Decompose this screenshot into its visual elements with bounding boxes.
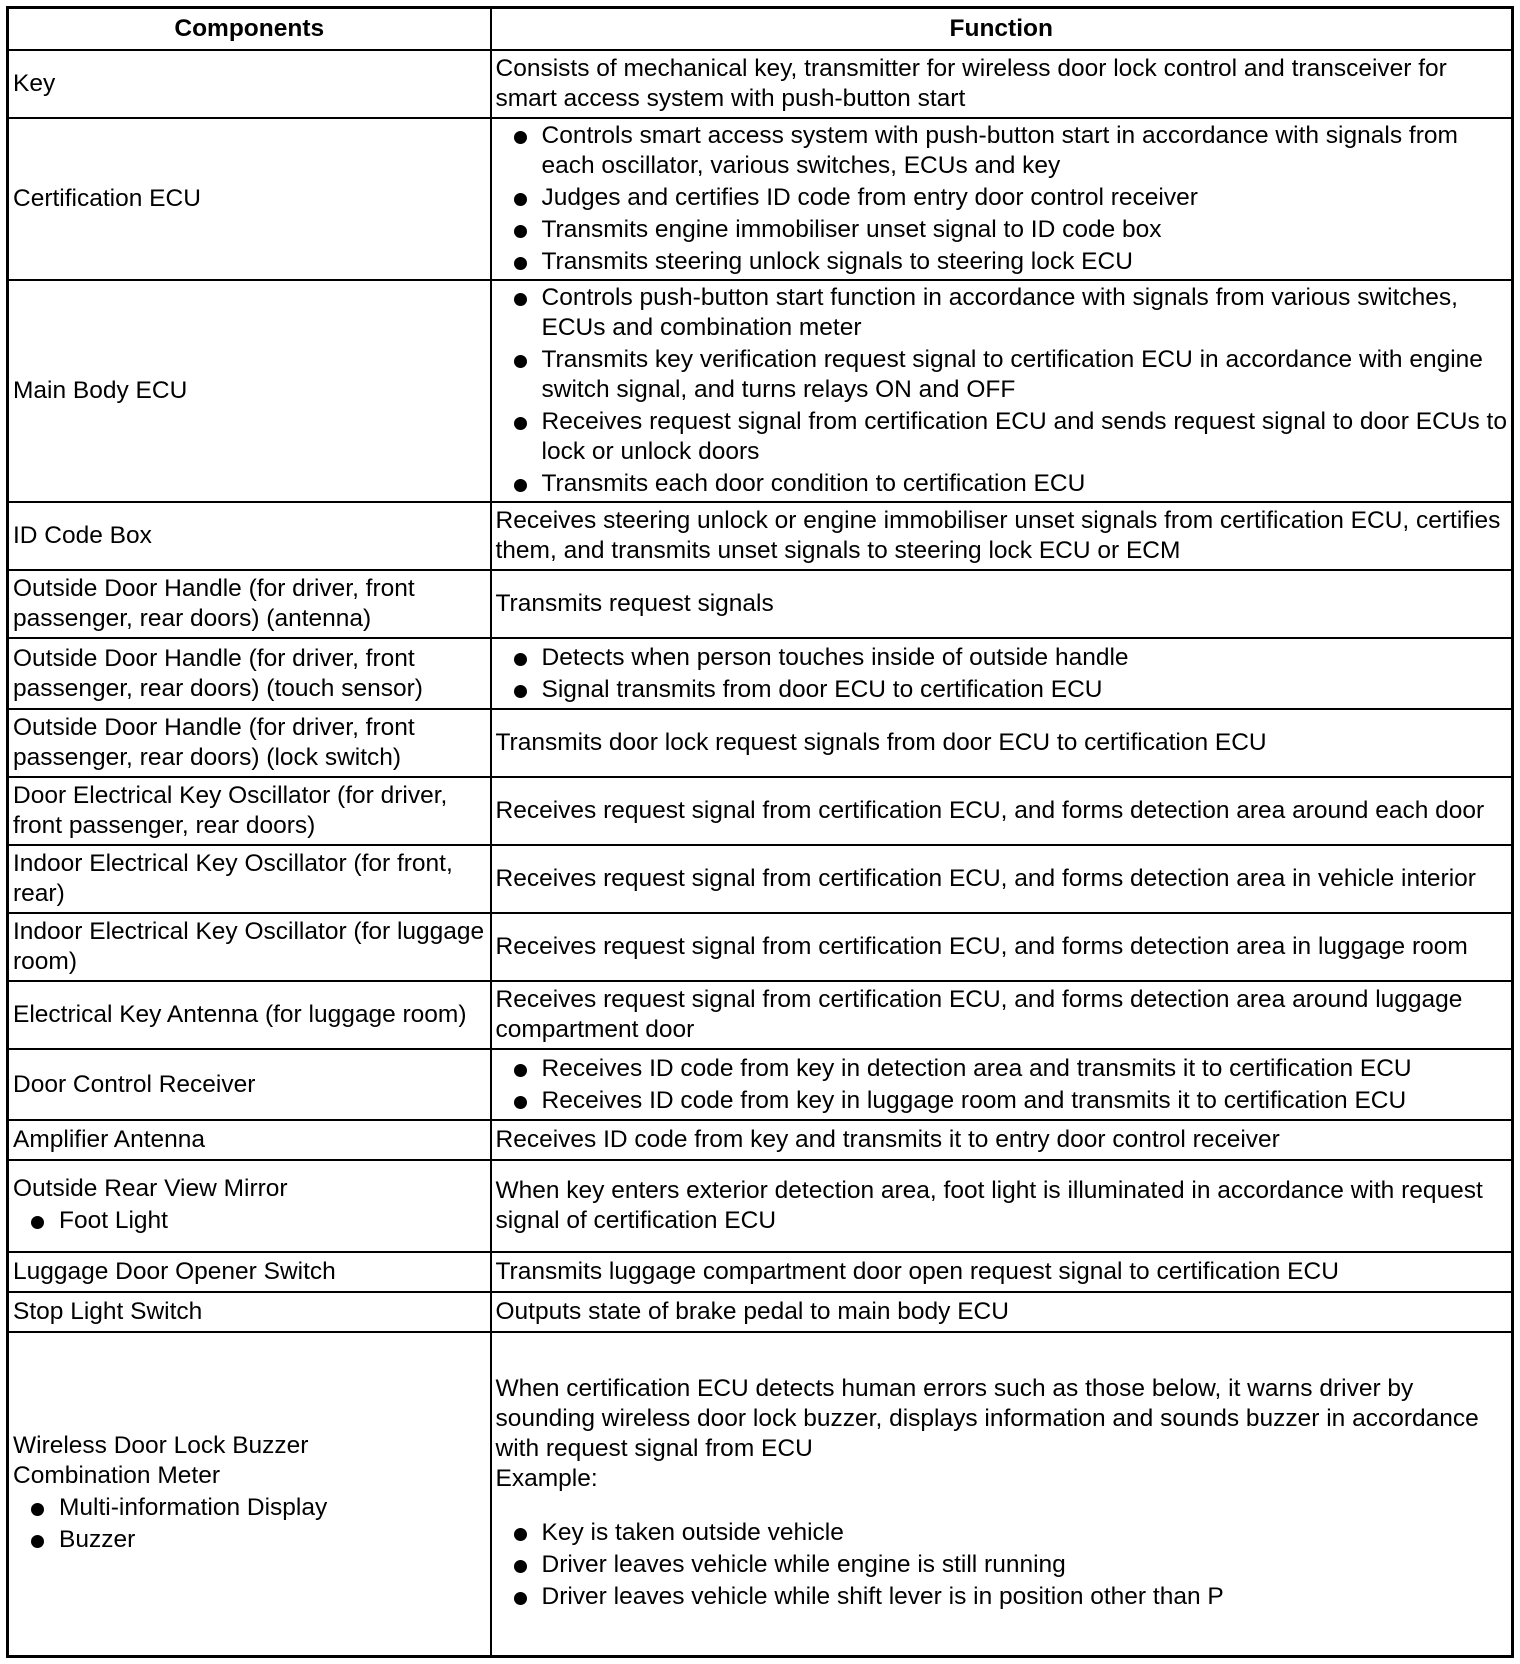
components-function-table — [6, 6, 1514, 1658]
component-cell: Luggage Door Opener Switch — [8, 1252, 491, 1292]
function-cell: Outputs state of brake pedal to main body ECU — [491, 1292, 1513, 1332]
bullet-item: Driver leaves vehicle while engine is still running — [496, 1550, 1508, 1580]
function-cell: When key enters exterior detection area, foot light is illuminated in accordance with request signal of certification ECU — [491, 1160, 1513, 1252]
table-row — [8, 981, 1513, 1049]
table-row — [8, 845, 1513, 913]
bullet-item: Judges and certifies ID code from entry door control receiver — [496, 183, 1508, 213]
table-row — [8, 50, 1513, 118]
bullet-item: Receives ID code from key in detection area and transmits it to certification ECU — [496, 1054, 1508, 1084]
function-cell: Receives request signal from certification ECU, and forms detection area around each door — [491, 777, 1513, 845]
bullet-item: Receives ID code from key in luggage room and transmits it to certification ECU — [496, 1086, 1508, 1116]
function-cell — [491, 280, 1513, 502]
component-cell: Stop Light Switch — [8, 1292, 491, 1332]
component-cell: Main Body ECU — [8, 280, 491, 502]
component-name-2: Combination Meter — [13, 1462, 220, 1489]
table-row — [8, 777, 1513, 845]
component-bullet: Multi-information Display — [13, 1493, 486, 1523]
component-cell: Outside Door Handle (for driver, front passenger, rear doors) (touch sensor) — [8, 638, 491, 709]
function-cell: Receives ID code from key and transmits it to entry door control receiver — [491, 1120, 1513, 1160]
function-cell: Consists of mechanical key, transmitter for wireless door lock control and transceiver for smart access system with push-button start — [491, 50, 1513, 118]
function-cell: Receives request signal from certification ECU, and forms detection area around luggage compartment door — [491, 981, 1513, 1049]
component-bullet: Foot Light — [13, 1206, 486, 1236]
component-name: Wireless Door Lock Buzzer — [13, 1432, 309, 1459]
component-cell: Certification ECU — [8, 118, 491, 280]
bullet-item: Transmits each door condition to certification ECU — [496, 469, 1508, 499]
function-cell: Receives steering unlock or engine immobiliser unset signals from certification ECU, certifies them, and transmits unset signals to steering lock ECU or ECM — [491, 502, 1513, 570]
bullet-item: Driver leaves vehicle while shift lever is in position other than P — [496, 1582, 1508, 1612]
bullet-item: Controls smart access system with push-button start in accordance with signals from each oscillator, various switches, ECUs and key — [496, 121, 1508, 181]
function-text: When certification ECU detects human errors such as those below, it warns driver by sounding wireless door lock buzzer, displays information and sounds buzzer in accordance with request signal from ECU — [495, 1375, 1479, 1462]
bullet-item: Key is taken outside vehicle — [496, 1518, 1508, 1548]
function-cell: Transmits request signals — [491, 570, 1513, 638]
bullet-item: Transmits steering unlock signals to steering lock ECU — [496, 247, 1508, 277]
function-cell — [491, 638, 1513, 709]
example-label: Example: — [495, 1465, 598, 1492]
component-name: Outside Rear View Mirror — [13, 1175, 288, 1202]
table-row — [8, 1332, 1513, 1657]
component-cell: ID Code Box — [8, 502, 491, 570]
component-cell: Electrical Key Antenna (for luggage room) — [8, 981, 491, 1049]
function-cell — [491, 118, 1513, 280]
table-header-row — [8, 8, 1513, 51]
table-row — [8, 1292, 1513, 1332]
table-row — [8, 280, 1513, 502]
bullet-item: Transmits engine immobiliser unset signal to ID code box — [496, 215, 1508, 245]
function-cell: Receives request signal from certification ECU, and forms detection area in luggage room — [491, 913, 1513, 981]
table-row — [8, 1049, 1513, 1120]
bullet-item: Detects when person touches inside of outside handle — [496, 643, 1508, 673]
component-bullet: Buzzer — [13, 1525, 486, 1555]
table-row — [8, 1120, 1513, 1160]
table-row — [8, 638, 1513, 709]
component-cell: Outside Door Handle (for driver, front passenger, rear doors) (antenna) — [8, 570, 491, 638]
component-cell: Key — [8, 50, 491, 118]
table-row — [8, 570, 1513, 638]
bullet-item: Controls push-button start function in accordance with signals from various switches, ECUs and combination meter — [496, 283, 1508, 343]
component-cell: Door Control Receiver — [8, 1049, 491, 1120]
table-row — [8, 1252, 1513, 1292]
function-cell — [491, 1332, 1513, 1657]
header-components: Components — [8, 8, 491, 51]
function-cell: Transmits door lock request signals from door ECU to certification ECU — [491, 709, 1513, 777]
bullet-item: Signal transmits from door ECU to certification ECU — [496, 675, 1508, 705]
table-row — [8, 709, 1513, 777]
component-cell: Door Electrical Key Oscillator (for driver, front passenger, rear doors) — [8, 777, 491, 845]
function-cell: Transmits luggage compartment door open request signal to certification ECU — [491, 1252, 1513, 1292]
function-cell — [491, 1049, 1513, 1120]
header-function: Function — [491, 8, 1513, 51]
table-row — [8, 118, 1513, 280]
component-cell: Indoor Electrical Key Oscillator (for front, rear) — [8, 845, 491, 913]
bullet-item: Transmits key verification request signal to certification ECU in accordance with engine switch signal, and turns relays ON and OFF — [496, 345, 1508, 405]
component-cell: Indoor Electrical Key Oscillator (for luggage room) — [8, 913, 491, 981]
table-row — [8, 1160, 1513, 1252]
function-cell: Receives request signal from certification ECU, and forms detection area in vehicle interior — [491, 845, 1513, 913]
component-cell: Amplifier Antenna — [8, 1120, 491, 1160]
component-cell: Outside Door Handle (for driver, front passenger, rear doors) (lock switch) — [8, 709, 491, 777]
table-row — [8, 502, 1513, 570]
bullet-item: Receives request signal from certification ECU and sends request signal to door ECUs to lock or unlock doors — [496, 407, 1508, 467]
table-row — [8, 913, 1513, 981]
component-cell — [8, 1332, 491, 1657]
component-cell — [8, 1160, 491, 1252]
